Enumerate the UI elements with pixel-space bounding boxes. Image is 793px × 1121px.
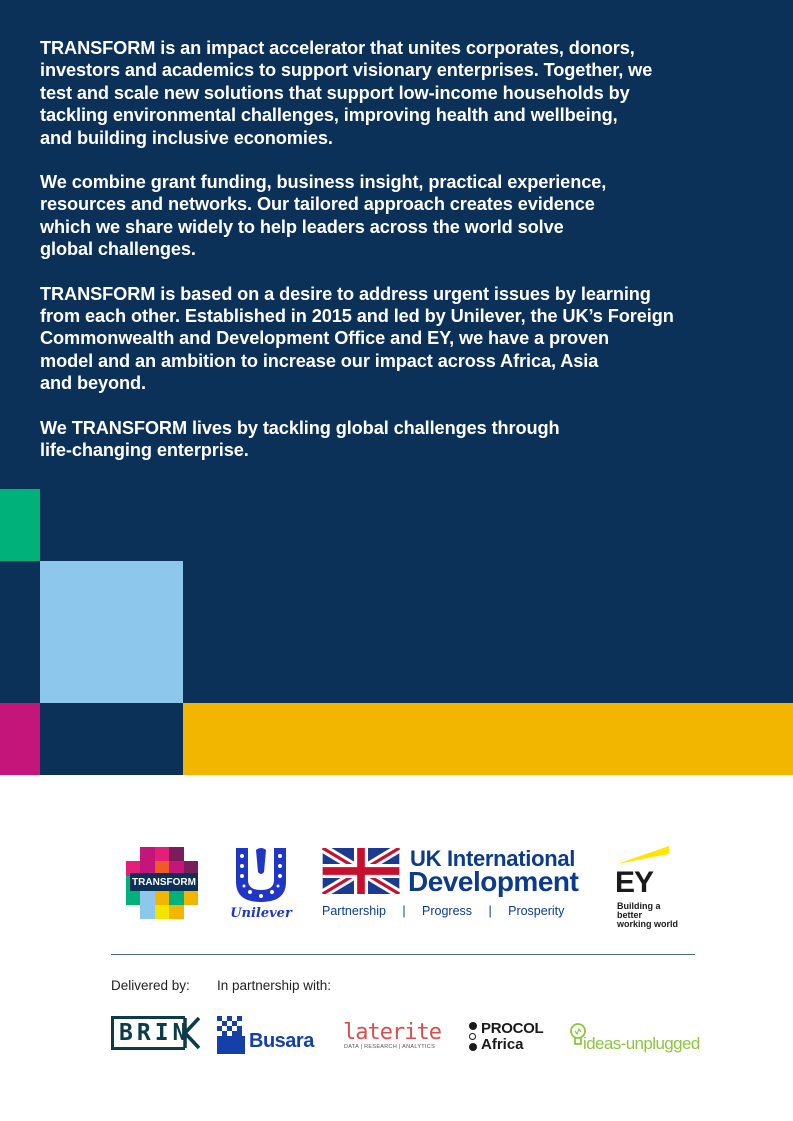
busara-wordmark: Busara	[249, 1030, 314, 1052]
union-flag-icon	[322, 848, 400, 894]
procol-wordmark-line1: PROCOL	[481, 1020, 544, 1037]
ey-logo	[615, 844, 685, 929]
ukid-title-line2: Development	[408, 866, 579, 897]
text-line: We combine grant funding, business insight, practical experience,	[40, 172, 607, 193]
text-line: We TRANSFORM lives by tackling global challenges through	[40, 417, 560, 438]
ey-wordmark: EY	[615, 866, 654, 899]
light-blue-block	[40, 561, 183, 703]
divider	[111, 954, 695, 955]
ukid-title-line1: UK International	[410, 846, 576, 871]
brink-wordmark: BRIN	[119, 1020, 191, 1046]
text-line: from each other. Established in 2015 and led by Unilever, the UK’s Foreign	[40, 306, 674, 327]
ideas-unplugged-wordmark: ideas-unplugged	[583, 1034, 700, 1053]
procol-dots-icon	[469, 1022, 479, 1054]
busara-logo	[217, 1016, 317, 1054]
yellow-band	[183, 703, 793, 775]
unilever-wordmark: Unilever	[230, 906, 292, 921]
transform-wordmark: TRANSFORM	[130, 873, 198, 891]
magenta-block	[0, 703, 40, 775]
ey-tagline-line2: working world	[617, 919, 679, 929]
laterite-wordmark: laterite	[343, 1020, 441, 1045]
delivered-by-label: Delivered by:	[111, 978, 190, 993]
laterite-tagline: DATA | RESEARCH | ANALYTICS	[344, 1044, 436, 1050]
text-line: and building inclusive economies.	[40, 127, 333, 148]
paragraph-4	[40, 417, 730, 462]
text-line: global challenges.	[40, 239, 196, 260]
in-partnership-label: In partnership with:	[217, 978, 332, 993]
text-line: TRANSFORM is an impact accelerator that unites corporates, donors,	[40, 38, 635, 58]
paragraph-1	[40, 37, 730, 149]
busara-pixel-icon	[217, 1016, 245, 1054]
text-line: which we share widely to help leaders across the world solve	[40, 216, 564, 237]
green-block	[0, 489, 40, 561]
text-line: test and scale new solutions that support low-income households by	[40, 82, 630, 103]
ideas-unplugged-logo	[569, 1022, 700, 1056]
ey-beam-icon	[615, 844, 671, 866]
uk-international-development-logo	[322, 846, 592, 922]
text-line: Commonwealth and Development Office and EY, we have a proven	[40, 328, 610, 349]
procol-wordmark-line2: Africa	[481, 1036, 524, 1053]
text-line: TRANSFORM is based on a desire to address urgent issues by learning	[40, 283, 651, 304]
brink-logo	[111, 1016, 201, 1054]
text-line: resources and networks. Our tailored approach creates evidence	[40, 194, 595, 215]
paragraph-3	[40, 283, 730, 395]
unilever-logo	[228, 846, 294, 922]
text-line: model and an ambition to increase our impact across Africa, Asia	[40, 350, 599, 371]
transform-logo	[126, 847, 198, 919]
procol-africa-logo	[469, 1020, 549, 1054]
ukid-tagline: Partnership | Progress | Prosperity	[322, 904, 565, 918]
brink-k-icon	[181, 1014, 203, 1052]
text-line: life-changing enterprise.	[40, 440, 249, 461]
laterite-logo	[343, 1020, 439, 1054]
ey-tagline-line1: Building a better	[617, 901, 661, 920]
text-line: investors and academics to support visionary enterprises. Together, we	[40, 60, 653, 81]
text-line: tackling environmental challenges, improving health and wellbeing,	[40, 105, 618, 126]
text-line: and beyond.	[40, 373, 147, 394]
ey-tagline	[617, 902, 685, 929]
about-text	[40, 37, 730, 484]
unilever-u-icon	[228, 846, 294, 906]
paragraph-2	[40, 171, 730, 261]
